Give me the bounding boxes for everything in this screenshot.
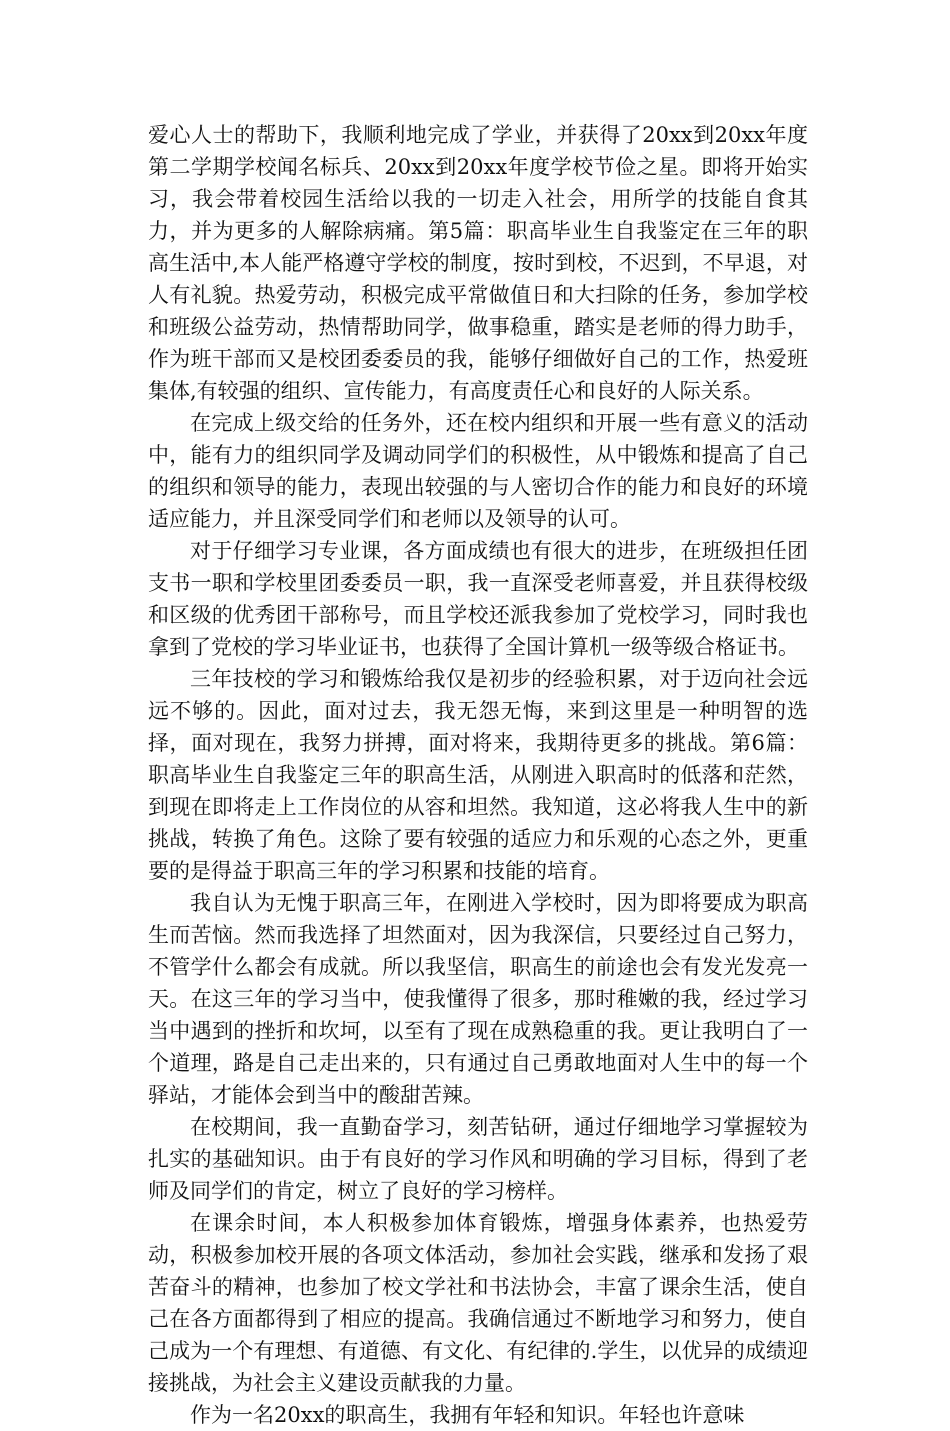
paragraph-3: 对于仔细学习专业课，各方面成绩也有很大的进步，在班级担任团支书一职和学校里团委委员一职，我一直深受老师喜爱，并且获得校级和区级的优秀团干部称号，而且学校还派我参加了党校学习，同时我也拿到了党校的学习毕业证书，也获得了全国计算机一级等级合格证书。 bbox=[148, 539, 808, 659]
paragraph-4: 三年技校的学习和锻炼给我仅是初步的经验积累，对于迈向社会远远不够的。因此，面对过去，我无怨无悔，来到这里是一种明智的选择，面对现在，我努力拼搏，面对将来，我期待更多的挑战。第6篇：职高毕业生自我鉴定三年的职高生活，从刚进入职高时的低落和茫然，到现在即将走上工作岗位的从容和坦然。我知道，这必将我人生中的新挑战，转换了角色。这除了要有较强的适应力和乐观的心态之外，更重要的是得益于职高三年的学习积累和技能的培育。 bbox=[148, 667, 808, 883]
paragraph-2: 在完成上级交给的任务外，还在校内组织和开展一些有意义的活动中，能有力的组织同学及调动同学们的积极性，从中锻炼和提高了自己的组织和领导的能力，表现出较强的与人密切合作的能力和良好的环境适应能力，并且深受同学们和老师以及领导的认可。 bbox=[148, 411, 808, 531]
paragraph-1: 爱心人士的帮助下，我顺利地完成了学业，并获得了20xx到20xx年度第二学期学校闻名标兵、20xx到20xx年度学校节俭之星。即将开始实习，我会带着校园生活给以我的一切走入社会，用所学的技能自食其力，并为更多的人解除病痛。第5篇：职高毕业生自我鉴定在三年的职高生活中,本人能严格遵守学校的制度，按时到校，不迟到，不早退，对人有礼貌。热爱劳动，积极完成平常做值日和大扫除的任务，参加学校和班级公益劳动，热情帮助同学，做事稳重，踏实是老师的得力助手，作为班干部而又是校团委委员的我，能够仔细做好自己的工作，热爱班集体,有较强的组织、宣传能力，有高度责任心和良好的人际关系。 bbox=[148, 123, 808, 403]
paragraph-8: 作为一名20xx的职高生，我拥有年轻和知识。年轻也许意味 bbox=[190, 1403, 745, 1427]
paragraph-5: 我自认为无愧于职高三年，在刚进入学校时，因为即将要成为职高生而苦恼。然而我选择了坦然面对，因为我深信，只要经过自己努力，不管学什么都会有成就。所以我坚信，职高生的前途也会有发光发亮一天。在这三年的学习当中，使我懂得了很多，那时稚嫩的我，经过学习当中遇到的挫折和坎坷，以至有了现在成熟稳重的我。更让我明白了一个道理，路是自己走出来的，只有通过自己勇敢地面对人生中的每一个驿站，才能体会到当中的酸甜苦辣。 bbox=[148, 891, 808, 1107]
paragraph-7: 在课余时间，本人积极参加体育锻炼，增强身体素养，也热爱劳动，积极参加校开展的各项文体活动，参加社会实践，继承和发扬了艰苦奋斗的精神，也参加了校文学社和书法协会，丰富了课余生活，使自己在各方面都得到了相应的提高。我确信通过不断地学习和努力，使自己成为一个有理想、有道德、有文化、有纪律的.学生，以优异的成绩迎接挑战，为社会主义建设贡献我的力量。 bbox=[148, 1211, 808, 1395]
paragraph-6: 在校期间，我一直勤奋学习，刻苦钻研，通过仔细地学习掌握较为扎实的基础知识。由于有良好的学习作风和明确的学习目标，得到了老师及同学们的肯定，树立了良好的学习榜样。 bbox=[148, 1115, 808, 1203]
document-body bbox=[148, 119, 808, 1431]
